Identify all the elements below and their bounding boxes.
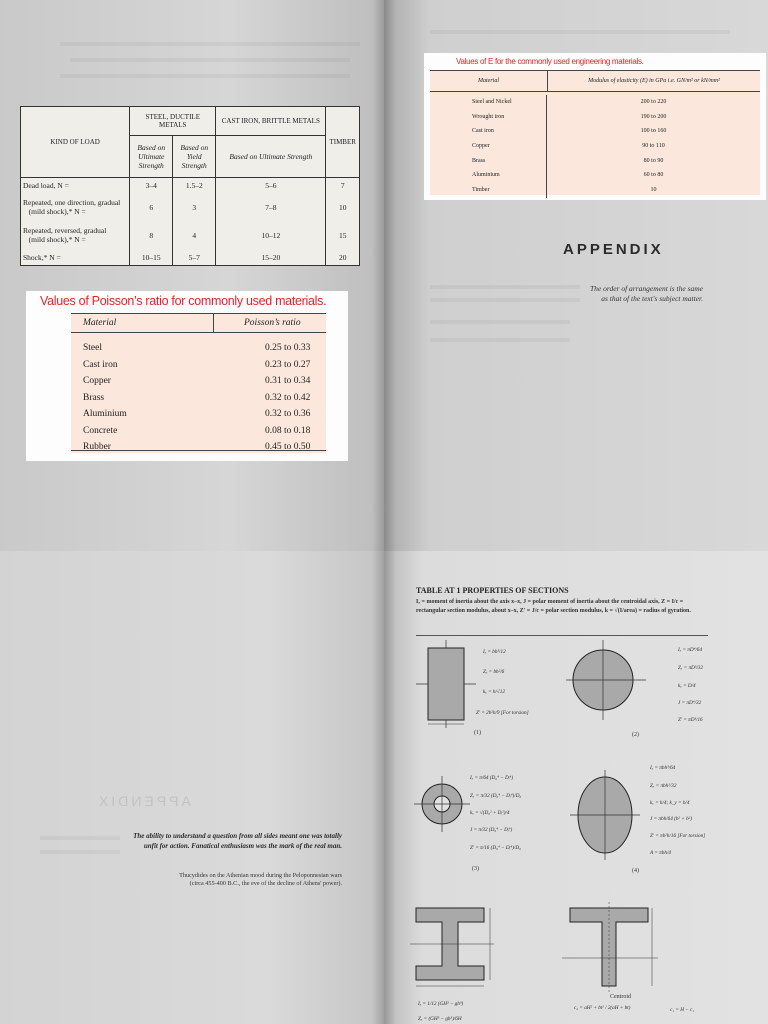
- material-cell: Brass: [430, 154, 547, 169]
- appendix-heading: APPENDIX: [563, 241, 664, 258]
- row-label: [21, 221, 130, 249]
- material-cell: Steel: [83, 343, 102, 353]
- epigraph-quote: The ability to understand a question from all sides meant one was totally unfit for action. Fanatical enthusiasm was the mark of the real man.: [133, 832, 342, 850]
- bleed-through-line: [430, 298, 580, 302]
- formula: c₂ = aH² + bt² / 2(aH + bt): [574, 1005, 631, 1011]
- bleed-through-line: [40, 850, 120, 854]
- rectangle-section-figure: [416, 640, 476, 728]
- value-cell: 0.08 to 0.18: [265, 425, 311, 436]
- i-beam-section-figure: [410, 900, 494, 990]
- value-cell: 10: [650, 187, 657, 194]
- figure-label: (4): [632, 868, 639, 874]
- row-label: [21, 193, 130, 221]
- formula: Zₓ = (GH³ − gh³)/6H: [418, 1016, 462, 1022]
- formula: Iₓ = 1/12 (GH³ − gh³): [418, 1001, 464, 1007]
- formula: Zₓ = π/32 (D₀⁴ − Dᵢ⁴)/D₀: [470, 793, 522, 799]
- row-label-line: Repeated, one direction, gradual: [23, 198, 121, 208]
- poisson-title: Values of Poisson’s ratio for commonly used materials.: [40, 294, 327, 308]
- elasticity-title: Values of E for the commonly used engineering materials.: [456, 57, 644, 66]
- formula: c₁ = H − c₁: [670, 1007, 695, 1013]
- table-header: [71, 313, 326, 333]
- value-cell: 0.32 to 0.42: [265, 392, 311, 403]
- formula: A = πbh/4: [650, 850, 671, 856]
- table-row: [71, 409, 326, 426]
- formula: J = πbh/64 (h² + b²): [650, 816, 692, 822]
- cell: 15–20: [216, 249, 326, 265]
- epigraph-citation: Thucydides on the Athenian mood during the Peloponnesian wars (circa 455-400 B.C., the eve of the decline of Athens' power).: [179, 872, 342, 887]
- row-label-line: (mild shock),* N =: [28, 235, 86, 245]
- column-header-modulus: Modulus of elasticity (E) in GPa i.e. GN/m² or kN/mm²: [588, 78, 720, 84]
- table-row: [430, 110, 760, 125]
- t-section-figure: [562, 902, 658, 992]
- bleed-through-line: [430, 338, 570, 342]
- formula: Iₓ = πD⁴/64: [678, 647, 703, 653]
- cell: 7–8: [216, 193, 326, 221]
- formula: Z′ = πD³/16: [678, 717, 703, 723]
- formula: Z′ = π/16 (D₀⁴ − Dᵢ⁴)/D₀: [470, 845, 521, 851]
- formula: kₓ = h/√12: [483, 689, 505, 695]
- bleed-through-line: [430, 30, 730, 34]
- appendix-note: The order of arrangement is the same as that of the text's subject matter.: [589, 284, 703, 303]
- table-row: [71, 343, 326, 360]
- cell: 5–6: [216, 177, 326, 193]
- hollow-circle-section-figure: [414, 776, 470, 836]
- bleed-through-line: [60, 74, 350, 78]
- material-cell: Timber: [430, 183, 547, 198]
- table-row: [430, 139, 760, 154]
- figure-label: (2): [632, 732, 639, 738]
- row-label: Shock,* N =: [21, 249, 130, 265]
- elasticity-panel: [424, 53, 766, 200]
- cell: 5–7: [173, 249, 216, 265]
- material-cell: Copper: [83, 376, 111, 386]
- ellipse-section-figure: [570, 770, 640, 860]
- cell: 3: [173, 193, 216, 221]
- figure-label: (3): [472, 866, 479, 872]
- cell: 7: [326, 177, 360, 193]
- material-cell: Steel and Nickel: [430, 95, 547, 110]
- cell: 10: [326, 193, 360, 221]
- bleed-through-line: [430, 285, 580, 289]
- formula: Iₓ = bh³/12: [483, 649, 506, 655]
- value-cell: 190 to 200: [640, 113, 667, 120]
- formula: Z′ = 2b²h/9 [For torsion]: [476, 710, 529, 716]
- formula: kₓ = h/4; k_y = b/4: [650, 800, 690, 806]
- material-cell: Aluminium: [83, 409, 127, 419]
- value-cell: 0.25 to 0.33: [265, 343, 311, 353]
- formula: kₓ = √(D₀² + Dᵢ²)/4: [470, 810, 510, 816]
- table-row: [430, 154, 760, 169]
- mirrored-bleed-heading: APPENDIX: [96, 793, 191, 809]
- formula: Zₓ = πD³/32: [678, 665, 703, 671]
- material-cell: Rubber: [83, 442, 111, 452]
- material-cell: Cast iron: [83, 359, 118, 370]
- row-label-line: Repeated, reversed, gradual: [23, 226, 107, 236]
- cell: 10–15: [130, 249, 173, 265]
- table-body: [71, 333, 326, 451]
- table-row: [71, 442, 326, 459]
- book-spine-shadow: [372, 0, 396, 1024]
- bleed-through-line: [60, 42, 360, 46]
- formula: kₓ = D/4: [678, 683, 696, 689]
- bleed-through-line: [430, 320, 570, 324]
- poisson-table: [71, 313, 326, 453]
- cell: 6: [130, 193, 173, 221]
- title-rule: [416, 635, 708, 636]
- table-row: [71, 376, 326, 393]
- table-row: [430, 168, 760, 183]
- cell: 8: [130, 221, 173, 249]
- material-cell: Copper: [430, 139, 547, 154]
- table-row: [71, 393, 326, 410]
- cell: 10–12: [216, 221, 326, 249]
- table-row: [430, 183, 760, 198]
- value-cell: 0.31 to 0.34: [265, 376, 311, 386]
- header-timber: TIMBER: [326, 107, 360, 178]
- column-header-material: Material: [430, 71, 548, 91]
- subheader-ultimate: Based on Ultimate Strength: [130, 136, 173, 178]
- value-cell: 0.32 to 0.36: [265, 409, 311, 419]
- row-label-line: (mild shock),* N =: [28, 207, 86, 217]
- formula: Iₓ = πbh³/64: [650, 765, 676, 771]
- circle-section-figure: [566, 640, 646, 720]
- bleed-through-line: [40, 836, 120, 840]
- header-cast-iron: CAST IRON, BRITTLE METALS: [216, 107, 326, 136]
- value-cell: 60 to 80: [643, 172, 664, 179]
- bleed-through-line: [70, 58, 350, 62]
- row-label: Dead load, N =: [21, 177, 130, 193]
- table-header: [430, 70, 760, 92]
- header-steel: STEEL, DUCTILE METALS: [130, 107, 216, 136]
- subheader-ultimate-cast: Based on Ultimate Strength: [216, 136, 326, 178]
- value-cell: 80 to 90: [643, 157, 664, 164]
- value-cell: 90 to 110: [642, 143, 665, 150]
- figure-label: (1): [474, 730, 481, 736]
- value-cell: 100 to 160: [640, 128, 667, 135]
- poisson-ratio-panel: [26, 291, 348, 461]
- material-cell: Brass: [83, 392, 105, 403]
- header-kind-of-load: KIND OF LOAD: [21, 107, 130, 178]
- cell: 1.5–2: [173, 177, 216, 193]
- table-body: [430, 92, 760, 198]
- cell: 3–4: [130, 177, 173, 193]
- table-row: [430, 124, 760, 139]
- value-cell: 0.23 to 0.27: [265, 359, 311, 370]
- elasticity-table: [430, 70, 760, 195]
- subheader-yield: Based on Yield Strength: [173, 136, 216, 178]
- scan-page-top-left: [0, 0, 384, 551]
- formula: J = πD⁴/32: [678, 700, 702, 706]
- centroid-label: Centroid: [610, 994, 631, 1000]
- sections-table-title: TABLE AT 1 PROPERTIES OF SECTIONS: [416, 586, 569, 595]
- table-row: [71, 426, 326, 443]
- table-row: [71, 360, 326, 377]
- sections-table-description: Iₓ = moment of inertia about the axis x–x, J = polar moment of inertia about the centroidal axis, Z = I/c = rectangular section modulus, about x–x, Z′ = J/c = polar section modulus, k = √(I/area) = radius of gyration.: [416, 599, 691, 614]
- formula: Zₓ = bh²/6: [483, 669, 505, 675]
- material-cell: Aluminium: [430, 168, 547, 183]
- scan-page-bottom-left: [0, 551, 384, 1024]
- formula: J = π/32 (D₀⁴ − Dᵢ⁴): [470, 827, 513, 833]
- column-header-poisson: Poisson’s ratio: [244, 318, 301, 328]
- cell: 20: [326, 249, 360, 265]
- cell: 4: [173, 221, 216, 249]
- table-row: [430, 95, 760, 110]
- value-cell: 0.45 to 0.50: [265, 442, 311, 452]
- value-cell: 200 to 220: [640, 99, 667, 105]
- load-factor-table: [20, 106, 360, 266]
- material-cell: Cast iron: [430, 124, 547, 139]
- column-header-material: Material: [71, 314, 214, 332]
- material-cell: Concrete: [83, 425, 118, 436]
- cell: 15: [326, 221, 360, 249]
- material-cell: Wrought iron: [430, 110, 547, 125]
- formula: Iₓ = π/64 (D₀⁴ − Dᵢ⁴): [470, 775, 514, 781]
- formula: Zₓ = πbh²/32: [650, 783, 677, 789]
- formula: Z′ = πb²h/16 [For torsion]: [650, 833, 706, 839]
